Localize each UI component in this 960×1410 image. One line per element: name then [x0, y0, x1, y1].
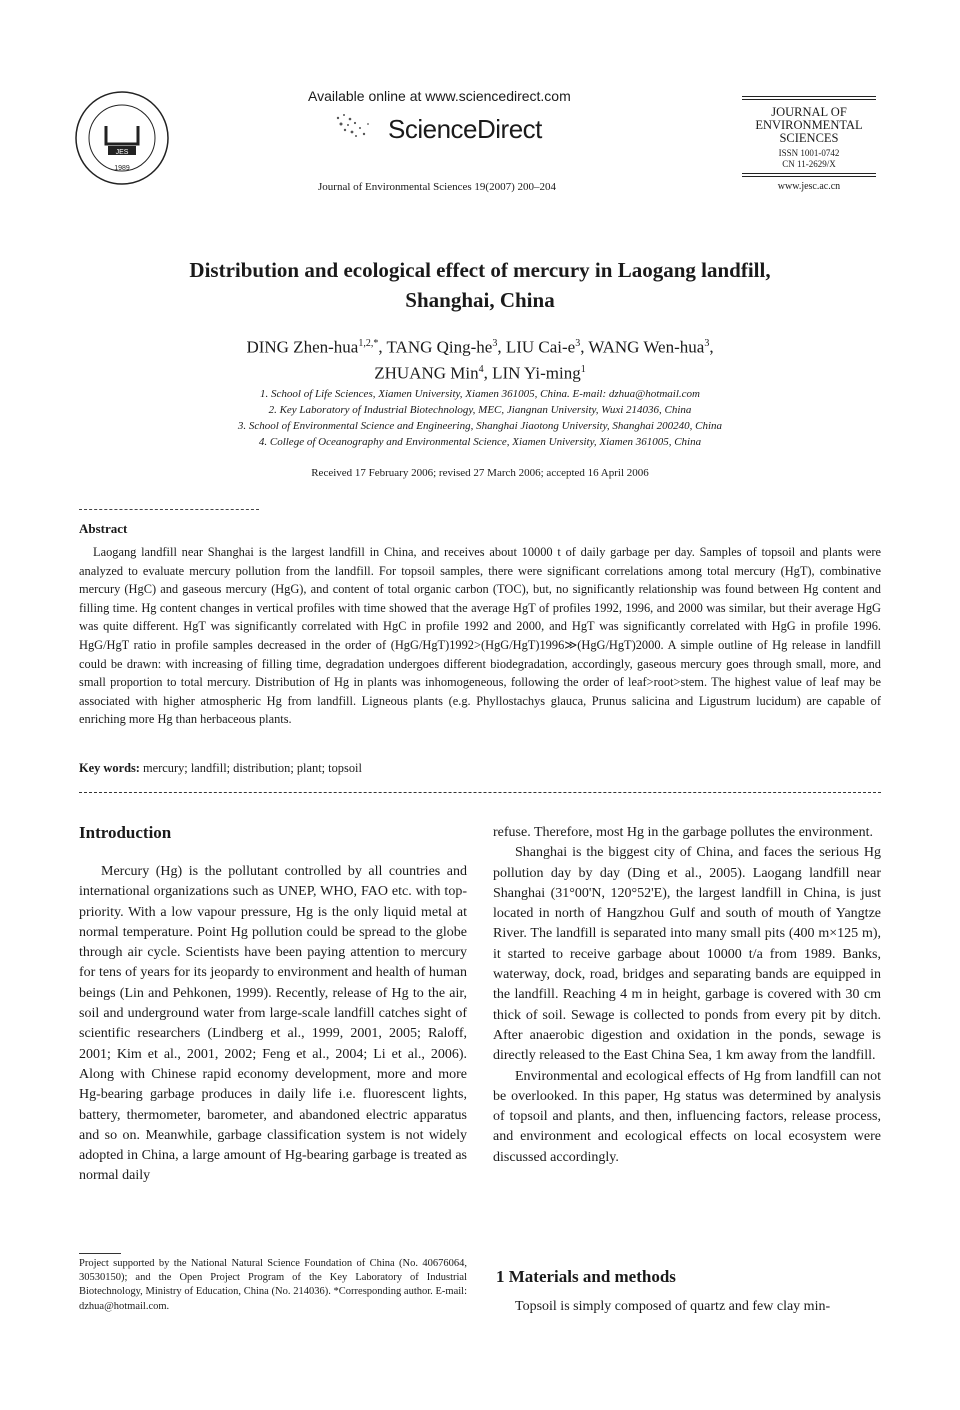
authors-line-2: ZHUANG Min$^4$, LIN Yi-ming$^1$: [374, 363, 586, 383]
sciencedirect-wordmark: ScienceDirect: [388, 114, 542, 144]
affiliation-2: 2. Key Laboratory of Industrial Biotechnology, MEC, Jiangnan University, Wuxi 214036, China: [268, 404, 692, 416]
divider: [79, 509, 259, 510]
keywords: [79, 761, 881, 776]
abstract-heading: Abstract: [79, 521, 128, 536]
methods-column: [493, 1297, 881, 1317]
abstract-text: Laogang landfill near Shanghai is the largest landfill in China, and receives about 10000 t of daily garbage per day. Samples of topsoil and plants were analyzed to evaluate mercury pollution from the landfill. For topsoil samples, there were significant correlations among total mercury (HgT), combinative mercury (HgC) and gaseous mercury (HgG), and content of total organic carbon (TOC), but, no significantly relationship was found between Hg content and filling time. Hg content changes in vertical profiles with time showed that the average HgT of profiles 1992, 1996, and 2000 was similar, but their average HgG was quite different. HgT was significantly correlated with HgC in profile 1992 and 2000, and HgT was significantly correlated with HgG in profile 1996. HgG/HgT ratio in profile samples decreased in the order of (HgG/HgT)1992>(HgG/HgT)1996≫(HgG/HgT)2000. A simple outline of Hg release in landfill could be drawn: with increasing of filling time, degradation undergoes different biodegradation, accordingly, gaseous mercury goes through small, more, and small proportion to total mercury. Distribution of Hg in plants was inhomogeneous, following the order of leaf>root>stem. The highest value of leaf may be associated with higher atmospheric Hg from landfill. Ligneous plants (e.g. Phyllostachys glauca, Prunus salicina and Ligustrum lucidum) are capable of enriching more Hg than herbaceous plants.: [79, 545, 881, 727]
intro-paragraph-1: Mercury (Hg) is the pollutant controlled by all countries and international organizations such as UNEP, WHO, FAO etc. with top-priority. With a low vapour pressure, Hg is the only liquid metal at normal temperature. Point Hg pollution could be spread to the globe through air cycle. Scientists have been paying attention to mercury for tens of years for its jeopardy to environment and health of human beings (Lin and Pehkonen, 1999). Recently, release of Hg to the air, soil and underground water from large-scale landfill catches sight of scientific researchers (Lindberg et al., 1999, 2001, 2005; Raloff, 2001; Kim et al., 2001, 2002; Feng et al., 2004; Li et al., 2006). Along with Chinese rapid economy development, more and more Hg-bearing garbage produces in daily life i.e. fluorescent lights, battery, thermometer, barometer, and abandoned electric apparatus and so on. Meanwhile, garbage classification system is not widely adopted in China, a large amount of Hg-bearing garbage is treated as normal daily: [79, 864, 467, 1184]
received-dates: Received 17 February 2006; revised 27 March 2006; accepted 16 April 2006: [311, 467, 649, 479]
journal-name: JOURNAL OF ENVIRONMENTAL SCIENCES: [755, 105, 863, 145]
affiliations: [100, 386, 860, 450]
divider: [79, 792, 881, 793]
affiliation-3: 3. School of Environmental Science and Engineering, Shanghai Jiaotong University, Shanghai 200240, China: [237, 420, 723, 432]
footnote: Project supported by the National Natural Science Foundation of China (No. 40676064, 30530150); and the Open Project Program of the Key Laboratory of Industrial Biotechnology, Ministry of Education, China (No. 214036). *Corresponding author. E-mail: dzhua@hotmail.com.: [79, 1258, 467, 1312]
methods-paragraph-1: Topsoil is simply composed of quartz and few clay min-: [515, 1299, 831, 1314]
sciencedirect-dots-icon: [330, 110, 378, 142]
author-list: [100, 333, 860, 384]
intro-paragraph-2: Shanghai is the biggest city of China, and faces the serious Hg pollution day by day (Ding et al., 2005). Laogang landfill near Shanghai (31°00'N, 120°52'E), the largest landfill in China, is just located in north of Hangzhou Gulf and south of mouth of Yangtze River. The landfill is separated into many small pits (400 m×125 m), it started to receive garbage about 10000 t/a from 1989. Banks, waterway, dock, road, bridges and separating bands are equipped in the landfill. Reaching 4 m in height, garbage is covered with 30 cm thick of soil. Sewage is collected to ponds from every pit by ditch. After anaerobic digestion and oxidation in the ponds, sewage is directly released to the East China Sea, 1 km away from the landfill.: [493, 845, 881, 1064]
affiliation-4: 4. College of Oceanography and Environmental Science, Xiamen University, Xiamen 361005, China: [258, 436, 702, 448]
authors-line-1: DING Zhen-hua$^{1,2,*}$, TANG Qing-$he^3$, LIU Cai-$e^3$, WANG Wen-hua$^3$,: [246, 337, 714, 357]
methods-heading: 1 Materials and methods: [496, 1267, 676, 1286]
title-line-2: Shanghai, China: [405, 288, 555, 312]
logo-letters: JES: [115, 149, 129, 156]
intro-paragraph-3: Environmental and ecological effects of Hg from landfill can not be overlooked. In this paper, Hg status was determined by analysis of topsoil and plants, and then, influencing factors, release process, and environment and ecological effects on local ecosystem were discussed accordingly.: [493, 1068, 881, 1165]
logo-year: 1989: [114, 165, 130, 172]
footnote-rule: [79, 1253, 121, 1254]
journal-logo: [66, 88, 178, 188]
keywords-label: Key words:: [79, 761, 140, 775]
keywords-list: mercury; landfill; distribution; plant; topsoil: [143, 761, 362, 775]
journal-box: [742, 96, 876, 192]
introduction-heading: Introduction: [79, 823, 172, 842]
journal-citation: Journal of Environmental Sciences 19(2007) 200–204: [318, 181, 556, 193]
intro-paragraph-1-continued: refuse. Therefore, most Hg in the garbage pollutes the environment.: [493, 825, 873, 840]
cn-number: CN 11-2629/X: [782, 159, 836, 169]
affiliation-1: 1. School of Life Sciences, Xiamen University, Xiamen 361005, China. E-mail: dzhua@hotmail.com: [260, 388, 700, 400]
available-online: Available online at www.sciencedirect.com: [308, 88, 571, 104]
title-line-1: Distribution and ecological effect of mercury in Laogang landfill,: [189, 258, 771, 282]
right-column: [493, 823, 881, 1168]
journal-url: www.jesc.ac.cn: [777, 181, 841, 192]
issn: ISSN 1001-0742: [778, 148, 840, 158]
journal-issn: [742, 148, 876, 170]
article-title: [100, 255, 860, 315]
left-column: [79, 843, 467, 1187]
